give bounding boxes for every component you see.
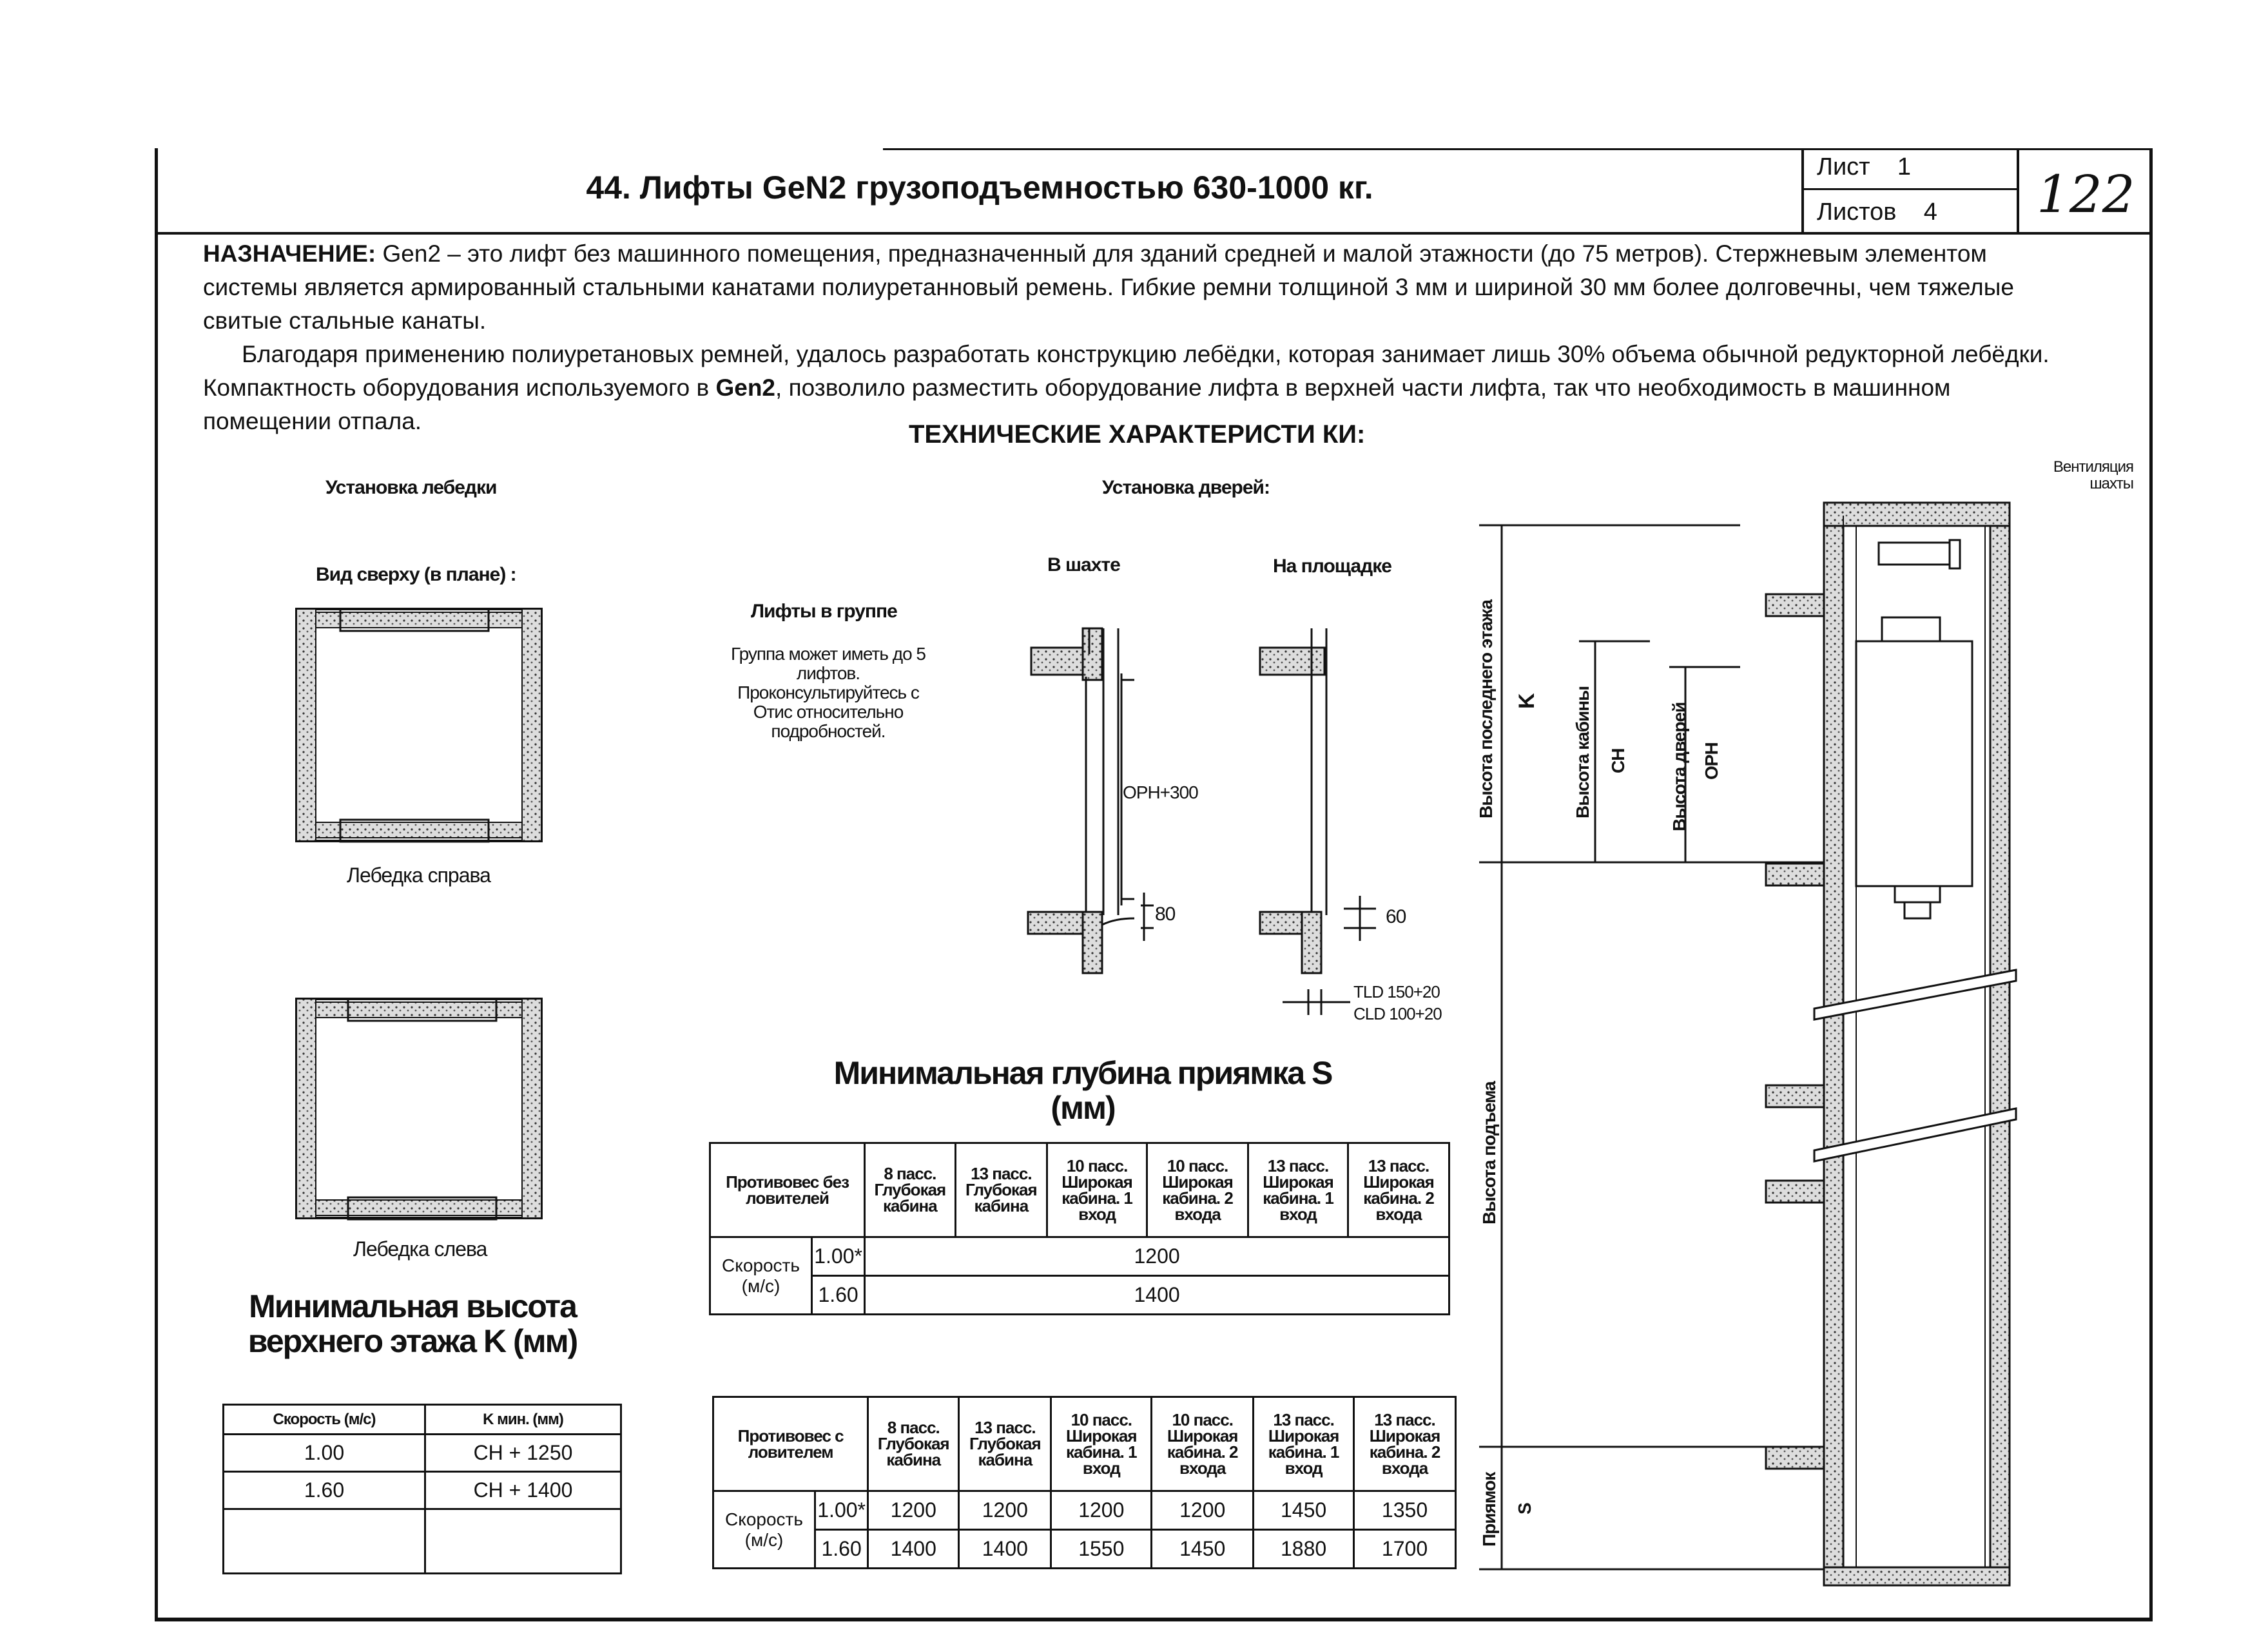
table1-col: 10 пасс. Широкая кабина. 2 входа [1147, 1143, 1248, 1237]
group-text: Группа может иметь до 5 лифтов. Проконсультируйтесь с Отис относительно подробностей. [731, 644, 926, 741]
table2-cell: 1200 [868, 1491, 959, 1530]
oph-300-label: OPH+300 [1123, 782, 1198, 802]
k-title: Минимальная высота верхнего этажа K (мм) [247, 1288, 577, 1359]
table1-speed: 1.00* [812, 1237, 865, 1276]
table2-cell: 1350 [1354, 1491, 1456, 1530]
winch-left-caption: Лебедка слева [353, 1237, 487, 1261]
table2-cell: 1200 [959, 1491, 1051, 1530]
second-paragraph: Благодаря применению полиуретановых ремней, удалось разработать конструкцию лебёдки, которая занимает лишь 30% объема обычной редукторной лебёдки. Компактность оборудования используемого в Gen2, позволило разместить оборудование лифта в верхней части лифта, так что необходимость в машинном помещении отпала. [203, 341, 2050, 434]
table2-col: 10 пасс. Широкая кабина. 1 вход [1051, 1397, 1152, 1491]
table2-speed: 1.60 [815, 1530, 868, 1569]
door-on-landing-section [1260, 628, 1376, 1015]
table2-corner: Противовес с ловителем [713, 1397, 868, 1491]
group-title: Лифты в группе [751, 601, 897, 622]
door-in-shaft-section [1028, 628, 1154, 973]
table2-cell: 1200 [1152, 1491, 1254, 1530]
travel-label: Высота подъема [1479, 1081, 1499, 1224]
ch-label: CH [1608, 748, 1628, 773]
in-shaft-label: В шахте [1047, 554, 1120, 575]
page-title: 44. Лифты GeN2 грузоподъемностью 630-1000 кг. [586, 169, 1373, 206]
table1-speed-label: Скорость (м/с) [710, 1237, 812, 1315]
table2-col: 10 пасс. Широкая кабина. 2 входа [1152, 1397, 1254, 1491]
winch-left-plan [296, 999, 541, 1219]
table2-speed-label: Скорость (м/с) [713, 1491, 815, 1569]
table1-col: 13 пасс. Широкая кабина. 2 входа [1348, 1143, 1449, 1237]
k-table-cell: 1.60 [224, 1472, 425, 1509]
table2-cell: 1700 [1354, 1530, 1456, 1569]
table2-cell: 1450 [1254, 1491, 1354, 1530]
oph-label: OPH [1701, 742, 1721, 780]
table2-col: 13 пасс. Широкая кабина. 2 входа [1354, 1397, 1456, 1491]
table2-col: 8 пасс. Глубокая кабина [868, 1397, 959, 1491]
page-number: 122 [2037, 164, 2135, 224]
winch-title: Установка лебедки [325, 477, 497, 498]
table1-value: 1400 [865, 1276, 1449, 1315]
winch-right-caption: Лебедка справа [347, 864, 490, 887]
table2-col: 13 пасс. Широкая кабина. 1 вход [1254, 1397, 1354, 1491]
sheets-label: Листов [1817, 198, 1897, 226]
cabin-height-label: Высота кабины [1573, 686, 1593, 818]
shaft-dimension-lines [1479, 525, 1830, 1569]
plan-view-label: Вид сверху (в плане) : [316, 564, 516, 585]
table2-cell: 1550 [1051, 1530, 1152, 1569]
sheet-label: Лист [1817, 153, 1870, 180]
table2-col: 13 пасс. Глубокая кабина [959, 1397, 1051, 1491]
sheets-value: 4 [1923, 198, 1937, 226]
shaft-elevation [1766, 503, 2016, 1585]
k-table-cell: 1.00 [224, 1435, 425, 1472]
table1-speed: 1.60 [812, 1276, 865, 1315]
table2-cell: 1400 [959, 1530, 1051, 1569]
table2-cell: 1880 [1254, 1530, 1354, 1569]
doors-title: Установка дверей: [1102, 477, 1270, 498]
k-table-cell: CH + 1250 [425, 1435, 621, 1472]
tech-title: ТЕХНИЧЕСКИЕ ХАРАКТЕРИСТИ КИ: [909, 420, 1366, 449]
table1-col: 10 пасс. Широкая кабина. 1 вход [1047, 1143, 1147, 1237]
s-label: S [1515, 1503, 1535, 1514]
table2-cell: 1450 [1152, 1530, 1254, 1569]
table2-cell: 1200 [1051, 1491, 1152, 1530]
sheet-value: 1 [1897, 153, 1911, 180]
table1-corner: Противовес без ловителей [710, 1143, 865, 1237]
pit-title: Минимальная глубина приямка S (мм) [833, 1055, 1332, 1126]
k-table-cell: CH + 1400 [425, 1472, 621, 1509]
cld-label: CLD 100+20 [1353, 1004, 1442, 1023]
purpose-label: НАЗНАЧЕНИЕ: [203, 240, 376, 267]
tld-label: TLD 150+20 [1353, 982, 1440, 1001]
on-landing-label: На площадке [1273, 556, 1391, 577]
k-table-header: K мин. (мм) [425, 1405, 621, 1435]
table1-col: 13 пасс. Широкая кабина. 1 вход [1248, 1143, 1348, 1237]
dim-60: 60 [1386, 906, 1406, 927]
dim-80: 80 [1155, 904, 1176, 925]
winch-right-plan [296, 609, 541, 842]
ventilation-label: Вентиляция шахты [2053, 458, 2133, 492]
purpose-text: Gen2 – это лифт без машинного помещения, предназначенный для зданий средней и малой этажности (до 75 метров). Стержневым элементом системы является армированный стальными канатами полиуретанновый ремень. Гибкие ремни толщиной 3 мм и шириной 30 мм более долговечны, чем тяжелые свитые стальные канаты. [203, 240, 2014, 334]
k-label: K [1515, 693, 1539, 709]
table1-col: 13 пасс. Глубокая кабина [955, 1143, 1047, 1237]
table2-cell: 1400 [868, 1530, 959, 1569]
door-height-label: Высота дверей [1669, 702, 1689, 831]
k-table-header: Скорость (м/с) [224, 1405, 425, 1435]
table2-speed: 1.00* [815, 1491, 868, 1530]
pit-label: Приямок [1479, 1472, 1499, 1547]
table1-value: 1200 [865, 1237, 1449, 1276]
last-floor-height-label: Высота последнего этажа [1476, 600, 1496, 818]
table1-col: 8 пасс. Глубокая кабина [865, 1143, 955, 1237]
